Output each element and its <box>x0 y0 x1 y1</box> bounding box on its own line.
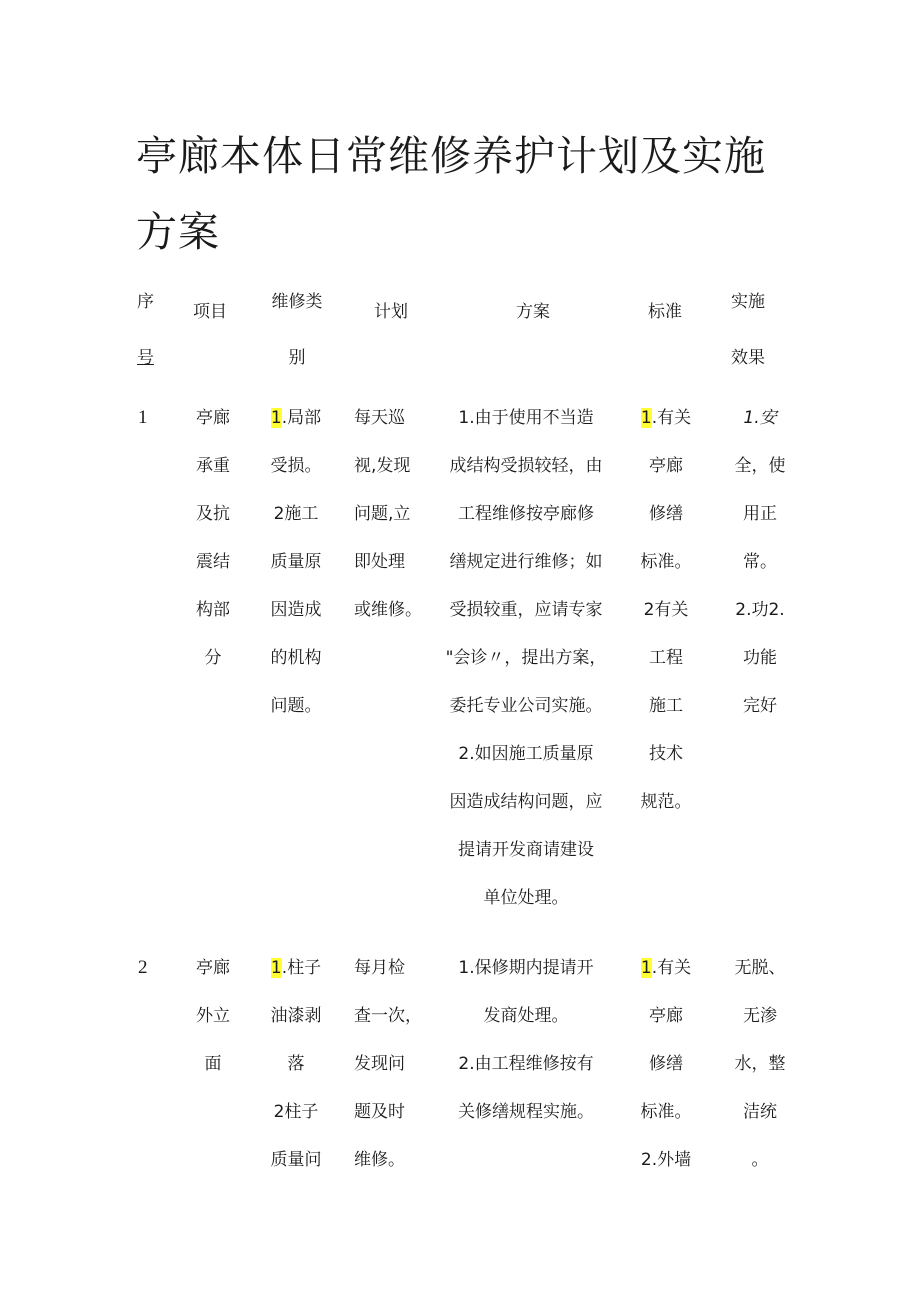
row2-scheme <box>440 944 612 1136</box>
row1-plan-line: 视,发现 <box>354 456 411 476</box>
header-item-line1: 项目 <box>193 302 227 322</box>
row1-standard-line: 工程 <box>649 648 683 668</box>
row2-effect-line: 无脱、 <box>734 958 786 978</box>
row1-effect-line: 1.安 <box>743 408 777 428</box>
row1-effect <box>720 394 800 730</box>
row2-plan-line: 维修。 <box>354 1150 405 1170</box>
row2-standard-line: 2.外墙 <box>640 1150 692 1170</box>
header-scheme-line1: 方案 <box>516 302 550 322</box>
row2-scheme-line: 2.由工程维修按有 <box>458 1054 594 1074</box>
header-seq-line1: 序 <box>137 292 154 312</box>
highlight-mark: 1 <box>640 408 652 428</box>
row1-standard <box>626 394 706 826</box>
row1-scheme-line: 因造成结构问题，应 <box>449 792 603 812</box>
row2-scheme-line: 发商处理。 <box>483 1006 569 1026</box>
row1-type-line: 问题。 <box>270 696 322 716</box>
row2-type-line: 质量问 <box>270 1150 322 1170</box>
row1-plan-line: 即处理 <box>354 552 405 572</box>
row2-plan <box>354 944 422 1184</box>
row1-item-line: 分 <box>204 648 222 668</box>
row1-item-line: 承重 <box>196 456 230 476</box>
row2-plan-line: 发现问 <box>354 1054 405 1074</box>
row1-standard-line: 规范。 <box>640 792 692 812</box>
header-seq <box>137 278 154 382</box>
header-scheme <box>516 288 550 336</box>
row2-plan-line: 查一次， <box>354 1006 422 1026</box>
row1-standard-line: 亭廊 <box>649 456 683 476</box>
row1-standard-line: 标准。 <box>640 552 692 572</box>
row2-effect-line: 水，整 <box>734 1054 786 1074</box>
row2-plan-line: 题及时 <box>354 1102 405 1122</box>
row1-effect-line: 用正 <box>743 504 777 524</box>
row1-type-line: 的机构 <box>270 648 322 668</box>
row1-item-line: 及抗 <box>196 504 230 524</box>
row2-effect-line: 无渗 <box>743 1006 777 1026</box>
row1-standard-line: 2有关 <box>643 600 689 620</box>
row1-scheme <box>440 394 612 922</box>
row2-standard-line <box>626 944 706 992</box>
row2-type <box>258 944 334 1184</box>
row2-item-line: 亭廊 <box>196 958 230 978</box>
row2-effect-line: 洁统 <box>743 1102 777 1122</box>
row1-scheme-line: 工程维修按亭廊修 <box>458 504 594 524</box>
header-effect-line1: 实施 <box>731 292 765 312</box>
row1-effect-line: 全，使 <box>734 456 786 476</box>
row1-plan-line: 问题,立 <box>354 504 411 524</box>
row2-seq: 2 <box>138 957 148 978</box>
header-type <box>262 278 332 382</box>
row2-standard-first-text: .有关 <box>651 958 692 978</box>
header-type-line2: 别 <box>288 348 306 368</box>
row1-type-line: 质量原 <box>270 552 322 572</box>
row1-plan <box>354 394 422 634</box>
row1-item-line: 震结 <box>196 552 230 572</box>
row1-plan-line: 或维修。 <box>354 600 422 620</box>
row1-scheme-line: 成结构受损较轻，由 <box>449 456 603 476</box>
row2-scheme-line: 1.保修期内提请开 <box>458 958 594 978</box>
row1-type-line <box>258 394 334 442</box>
row1-scheme-line: 提请开发商请建设 <box>458 840 594 860</box>
row1-scheme-line: "会诊〃，提出方案， <box>445 648 607 668</box>
row1-effect-line: 完好 <box>743 696 777 716</box>
row2-scheme-line: 关修缮规程实施。 <box>458 1102 594 1122</box>
row1-type <box>258 394 334 730</box>
header-type-line1: 维修类 <box>271 292 323 312</box>
row2-type-first-text: .柱子 <box>281 958 322 978</box>
highlight-mark: 1 <box>270 958 282 978</box>
row1-standard-line <box>626 394 706 442</box>
highlight-mark: 1 <box>270 408 282 428</box>
row1-scheme-line: 单位处理。 <box>483 888 569 908</box>
row1-item-line: 亭廊 <box>196 408 230 428</box>
row1-standard-first-text: .有关 <box>651 408 692 428</box>
row2-standard-line: 亭廊 <box>649 1006 683 1026</box>
row2-standard-line: 修缮 <box>649 1054 683 1074</box>
row1-type-first-text: .局部 <box>281 408 322 428</box>
row1-type-line: 受损。 <box>270 456 322 476</box>
row2-effect <box>720 944 800 1184</box>
row1-scheme-line: 委托专业公司实施。 <box>449 696 603 716</box>
row1-standard-line: 施工 <box>649 696 683 716</box>
row1-standard-line: 修缮 <box>649 504 683 524</box>
row2-plan-line: 每月检 <box>354 958 405 978</box>
row2-standard <box>626 944 706 1184</box>
row1-type-line: 2施工 <box>273 504 319 524</box>
row2-standard-line: 标准。 <box>640 1102 692 1122</box>
row2-item-line: 外立 <box>196 1006 230 1026</box>
header-standard-line1: 标准 <box>648 302 682 322</box>
header-plan-line1: 计划 <box>374 302 408 322</box>
page-title: 亭廊本体日常维修养护计划及实施方案 <box>136 132 766 256</box>
row2-type-line: 落 <box>287 1054 305 1074</box>
row2-effect-line: 。 <box>751 1150 769 1170</box>
highlight-mark: 1 <box>640 958 652 978</box>
row2-item <box>185 944 241 1088</box>
header-effect <box>731 278 765 382</box>
header-effect-line2: 效果 <box>731 348 765 368</box>
row2-type-line <box>258 944 334 992</box>
row2-type-line: 油漆剥 <box>270 1006 322 1026</box>
header-plan <box>374 288 408 336</box>
row1-plan-line: 每天巡 <box>354 408 405 428</box>
row2-item-line: 面 <box>204 1054 222 1074</box>
row1-item-line: 构部 <box>196 600 230 620</box>
row1-effect-line: 功能 <box>743 648 777 668</box>
row1-seq: 1 <box>138 407 148 428</box>
row1-scheme-line: 受损较重，应请专家 <box>449 600 603 620</box>
row1-type-line: 因造成 <box>270 600 322 620</box>
header-item <box>193 288 227 336</box>
row1-standard-line: 技术 <box>649 744 683 764</box>
row1-scheme-line: 2.如因施工质量原 <box>458 744 594 764</box>
row1-scheme-line: 缮规定进行维修；如 <box>449 552 603 572</box>
header-standard <box>648 288 682 336</box>
row1-scheme-line: 1.由于使用不当造 <box>458 408 594 428</box>
row2-type-line: 2柱子 <box>273 1102 319 1122</box>
row1-item <box>185 394 241 682</box>
row1-effect-line: 2.功2. <box>735 600 785 620</box>
row1-effect-line: 常。 <box>743 552 777 572</box>
header-seq-line2: 号 <box>137 348 154 368</box>
